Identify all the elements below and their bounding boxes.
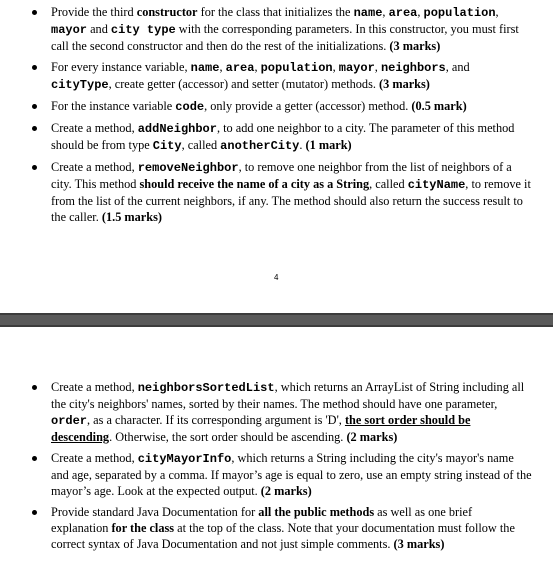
bullet-icon [32,126,37,131]
code-identifier: name [353,6,383,20]
body-text: and [87,22,111,36]
body-text: , which returns a String including the city's mayor's name and age, separated by a comma. If mayor’s age is equal to zero, use an empty string instead of the mayor’s age. Look at the expected output. [51,451,532,498]
bullet-icon [32,10,37,15]
body-text: . Otherwise, the sort order should be ascending. [109,430,347,444]
code-identifier: addNeighbor [137,122,217,136]
code-identifier: mayor [338,61,375,75]
body-text: , [417,5,424,19]
body-text: , to remove one neighbor from the list of neighbors of a city. This method [51,160,512,191]
code-identifier: neighborsSortedList [137,381,275,395]
body-text: with the corresponding parameters. In this constructor, you must first call the second constructor and then do the rest of the initializations. [51,22,519,53]
code-identifier: removeNeighbor [137,161,239,175]
emphasis-text: (0.5 mark) [411,99,467,113]
code-identifier: order [51,414,88,428]
code-identifier: area [388,6,418,20]
page-separator [0,313,553,327]
requirement-item [32,59,532,93]
code-identifier: code [175,100,205,114]
requirement-item [32,120,532,154]
body-text: , and [445,60,470,74]
emphasis-text: (2 marks) [260,484,312,498]
body-text: , [382,5,389,19]
bullet-icon [32,65,37,70]
document-page-5 [0,327,553,581]
body-text: , called [181,138,221,152]
emphasis-text: (1.5 marks) [101,210,162,224]
body-text: , called [369,177,408,191]
body-text: as well as one brief explanation [51,505,473,535]
emphasis-text: (3 marks) [379,77,430,91]
code-identifier: mayor [51,23,88,37]
body-text: , [332,60,339,74]
requirement-item [32,159,532,225]
body-text: , [254,60,261,74]
emphasis-text: (1 mark) [305,138,352,152]
body-text: Create a method, [51,380,138,394]
emphasis-text: for the class [111,521,175,535]
emphasis-text: constructor [136,5,198,19]
body-text: Provide the third [51,5,137,19]
underlined-emphasis: the sort order should be descending [51,413,471,444]
emphasis-text: (2 marks) [346,430,398,444]
body-text: For the instance variable [51,99,176,113]
code-identifier: area [225,61,255,75]
code-identifier: anotherCity [220,139,300,153]
bullet-icon [32,456,37,461]
code-identifier: name [190,61,220,75]
body-text: Create a method, [51,451,138,465]
emphasis-text: should receive the name of a city as a String [139,177,370,191]
body-text: , to remove it from the list of the current neighbors, if any. The method should also return the success result to the caller. [51,177,531,224]
requirements-list [32,4,532,230]
body-text: , [219,60,226,74]
body-text: , to add one neighbor to a city. The parameter of this method should be from type [51,121,515,152]
emphasis-text: (3 marks) [393,537,445,551]
body-text: , as a character. If its corresponding argument is 'D', [87,413,345,427]
emphasis-text: all the public methods [258,505,375,519]
code-identifier: population [260,61,333,75]
body-text: Create a method, [51,160,138,174]
body-text: , [495,5,499,19]
body-text: at the top of the class. Note that your documentation must follow the correct syntax of Java Documentation and not just simple comments. [51,521,515,551]
requirement-item [32,504,532,552]
code-identifier: cityMayorInfo [137,452,232,466]
emphasis-text: (3 marks) [389,39,441,53]
code-identifier: City [152,139,182,153]
page-number: 4 [274,273,279,282]
code-identifier: population [423,6,496,20]
bullet-icon [32,104,37,109]
requirements-list-continued [32,379,532,557]
body-text: , [374,60,381,74]
requirement-item [32,450,532,499]
body-text: , create getter (accessor) and setter (mutator) methods. [108,77,380,91]
code-identifier: cityType [51,78,109,92]
body-text: , which returns an ArrayList of String including all the city's neighbors' names, sorted by their names. The method should have one parameter, [51,380,525,411]
body-text: For every instance variable, [51,60,191,74]
requirement-item [32,379,532,445]
bullet-icon [32,385,37,390]
requirement-item [32,98,532,115]
body-text: Create a method, [51,121,138,135]
code-identifier: cityName [407,178,466,192]
body-text: . [299,138,306,152]
body-text: Provide standard Java Documentation for [51,505,259,519]
code-identifier: city type [110,23,176,37]
bullet-icon [32,510,37,515]
body-text: , only provide a getter (accessor) method. [204,99,412,113]
bullet-icon [32,165,37,170]
requirement-item [32,4,532,54]
code-identifier: neighbors [380,61,446,75]
body-text: for the class that initializes the [197,5,354,19]
